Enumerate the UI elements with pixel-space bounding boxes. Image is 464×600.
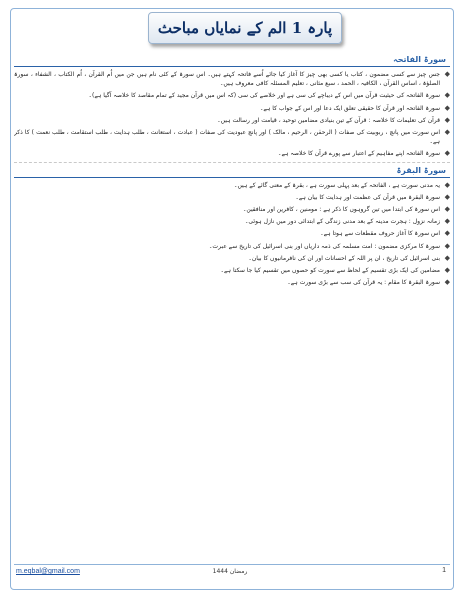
footer-divider: [14, 564, 450, 565]
paragraph-text: جس چیز سے کسی مضمون ، کتاب یا کسی بھی چیز کا آغاز کیا جائے اُسے فاتحہ کہتے ہیں۔ اس سورۃ کے کئی نام ہیں جن میں اُم القرآن ، اُم الکتاب ، الشفاء ، سورۃ الصلوٰۃ ، اساس القرآن ، الکافیہ ، الحمد ، سبع مثانی ، تعلیم المسئلہ کافی معروف ہیں۔: [14, 71, 440, 88]
bullet-list: [14, 70, 450, 159]
list-item: [14, 91, 450, 100]
paragraph-text: اس سورۃ کی ابتدا میں تین گروہوں کا ذکر ہے : مومنین ، کافرین اور منافقین۔: [242, 206, 440, 214]
list-item: [14, 104, 450, 113]
list-item: [14, 193, 450, 202]
paragraph-text: سورۃ البقرۃ میں قرآن کی عظمت اور ہدایت کا بیان ہے۔: [295, 193, 440, 201]
bullet-marker-icon: ◆: [444, 266, 450, 275]
section-divider: [14, 162, 450, 163]
bullet-marker-icon: ◆: [444, 229, 450, 238]
paragraph-text: اس سورت میں پانچ ، ربوبیت کی صفات ( الرحمٰن ، الرحیم ، مالک ) اور پانچ عبودیت کی صفات ( عبادت ، استعانت ، طلب ہدایت ، طلب استقامت ، طلب نعمت ) کا ذکر ہے۔: [14, 129, 440, 146]
bullet-marker-icon: ◆: [444, 217, 450, 226]
section-fatiha: [14, 54, 450, 159]
bullet-list: [14, 181, 450, 288]
list-item: [14, 128, 450, 146]
paragraph-text: سورۃ کا مرکزی مضمون : امت مسلمہ کی ذمہ داریاں اور بنی اسرائیل کی تاریخ سے عبرت۔: [208, 242, 440, 250]
list-item: [14, 254, 450, 263]
section-heading: سورۃ الفاتحہ: [14, 54, 450, 67]
bullet-marker-icon: ◆: [444, 180, 450, 189]
page-number: 1: [442, 567, 446, 574]
list-item: [14, 70, 450, 88]
paragraph-text: سورۃ الفاتحہ اور قرآن کا حقیقی تعلق ایک دعا اور اس کے جواب کا ہے۔: [259, 104, 440, 112]
bullet-marker-icon: ◆: [444, 192, 450, 201]
list-item: [14, 242, 450, 251]
list-item: [14, 116, 450, 125]
list-item: [14, 181, 450, 190]
page-title: پارہ 1 الم کے نمایاں مباحث: [148, 12, 342, 44]
list-item: [14, 205, 450, 214]
bullet-marker-icon: ◆: [444, 253, 450, 262]
footer-email-link[interactable]: m.eqbal@gmail.com: [16, 568, 80, 575]
bullet-marker-icon: ◆: [444, 70, 450, 78]
bullet-marker-icon: ◆: [444, 149, 450, 158]
paragraph-text: یہ مدنی سورت ہے ، الفاتحہ کے بعد پہلی سورت ہے ، بقرۃ کے معنی گائے کے ہیں۔: [233, 181, 440, 189]
document-body: [14, 52, 450, 552]
footer-date: رمضان 1444: [212, 568, 248, 575]
paragraph-text: بنی اسرائیل کی تاریخ ، ان پر اللہ کے احسانات اور ان کی نافرمانیوں کا بیان۔: [248, 254, 440, 262]
paragraph-text: سورۃ الفاتحہ کی حیثیت قرآن میں اس کے دیباچے کی سی ہے اور خلاصے کی سی (کہ اس میں قرآن مجید کے تمام مقاصد کا خلاصہ آگیا ہے)۔: [88, 92, 440, 100]
paragraph-text: سورۃ البقرۃ کا مقام : یہ قرآن کی سب سے بڑی سورت ہے۔: [287, 279, 440, 287]
bullet-marker-icon: ◆: [444, 91, 450, 100]
list-item: [14, 266, 450, 275]
list-item: [14, 229, 450, 238]
list-item: [14, 149, 450, 158]
bullet-marker-icon: ◆: [444, 103, 450, 112]
bullet-marker-icon: ◆: [444, 115, 450, 124]
list-item: [14, 217, 450, 226]
paragraph-text: سورۃ الفاتحہ اپنے مفاہیم کے اعتبار سے پورے قرآن کا خلاصہ ہے۔: [277, 150, 440, 158]
paragraph-text: مضامین کی ایک بڑی تقسیم کے لحاظ سے سورت کو حصوں میں تقسیم کیا جا سکتا ہے۔: [220, 267, 440, 275]
bullet-marker-icon: ◆: [444, 205, 450, 214]
paragraph-text: زمانہ نزول : ہجرت مدینہ کے بعد مدنی زندگی کے ابتدائی دور میں نازل ہوئی۔: [244, 218, 440, 226]
list-item: [14, 278, 450, 287]
bullet-marker-icon: ◆: [444, 241, 450, 250]
paragraph-text: اس سورۃ کا آغاز حروف مقطعات سے ہوتا ہے۔: [320, 230, 440, 238]
bullet-marker-icon: ◆: [444, 128, 450, 137]
bullet-marker-icon: ◆: [444, 278, 450, 287]
section-heading: سورۃ البقرۃ: [14, 165, 450, 178]
section-baqarah: [14, 165, 450, 288]
paragraph-text: قرآن کی تعلیمات کا خلاصہ : قرآن کے تین بنیادی مضامین توحید ، قیامت اور رسالت ہیں۔: [217, 116, 440, 124]
